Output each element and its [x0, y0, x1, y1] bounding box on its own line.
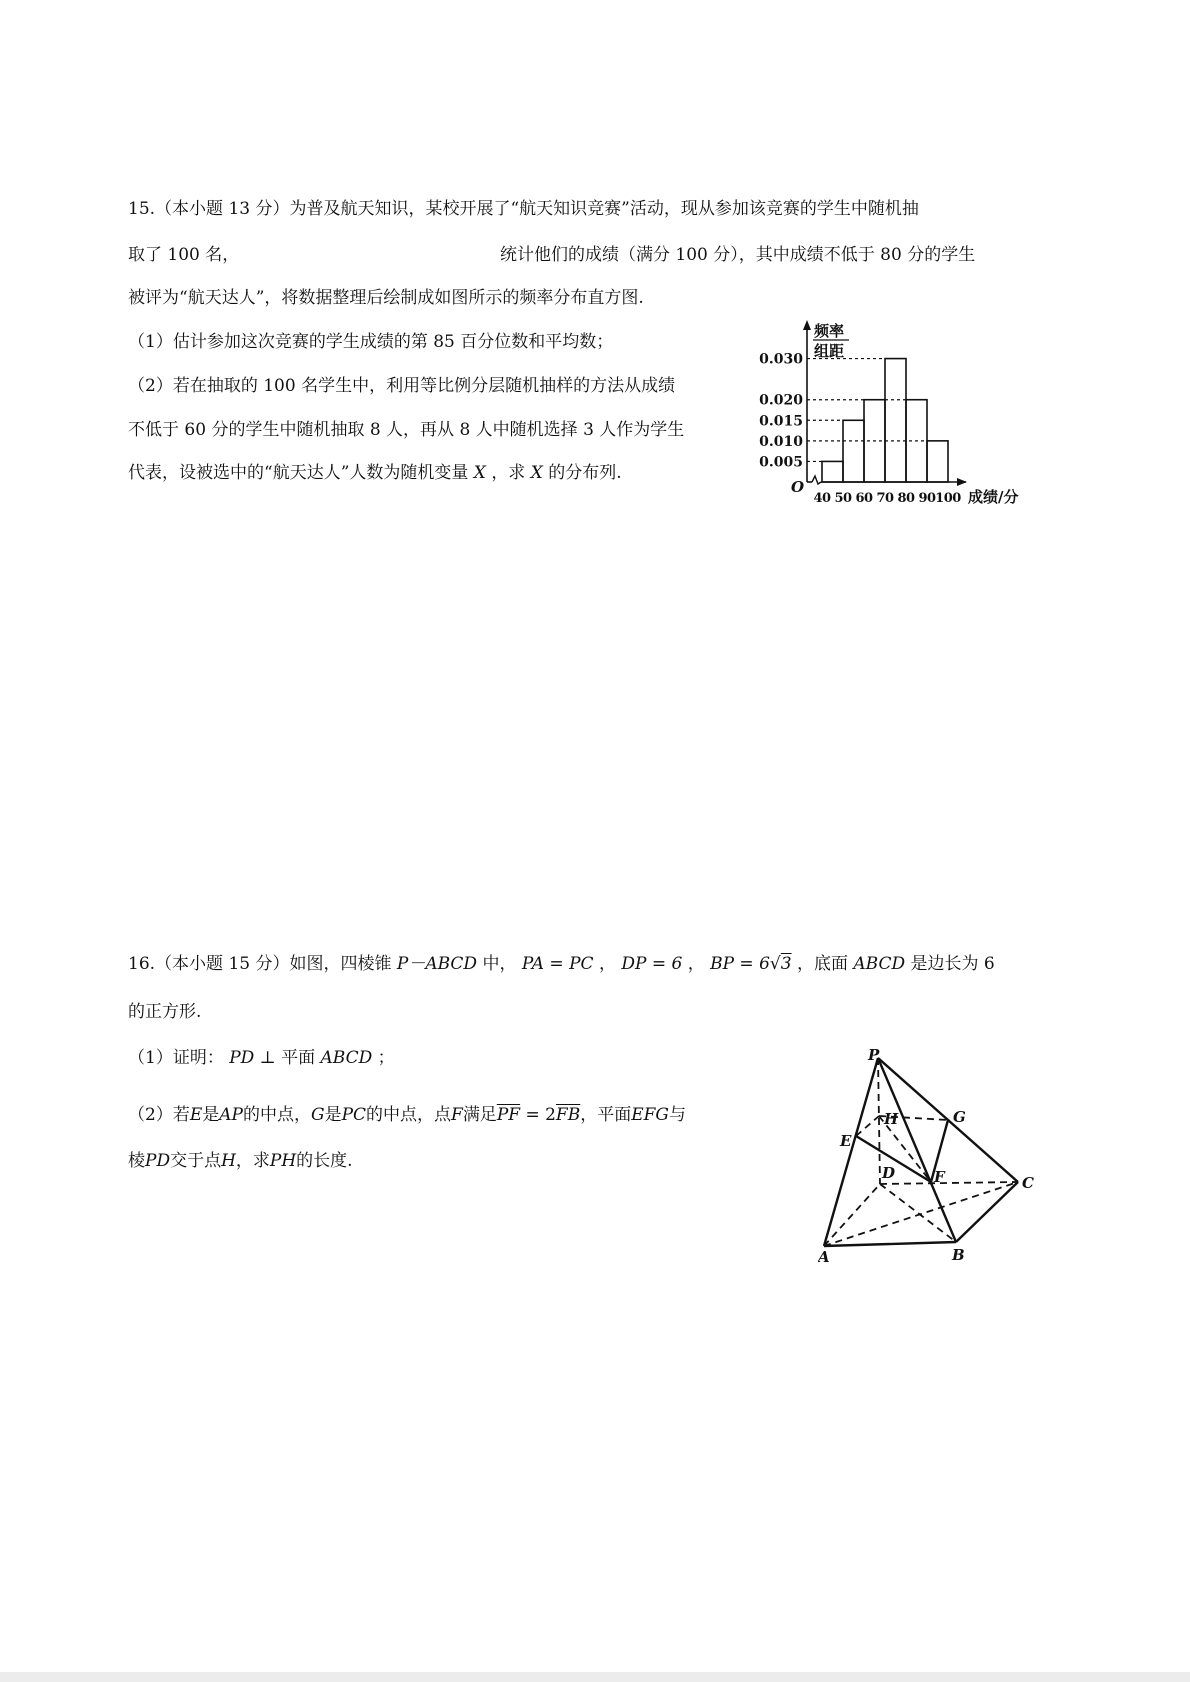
histogram-bar: [885, 359, 906, 482]
text: 是: [324, 1105, 342, 1125]
text: 交于点: [170, 1151, 222, 1171]
text: ，底面: [796, 954, 848, 974]
variable-x: X: [530, 463, 543, 483]
text: （1）证明：: [128, 1048, 224, 1068]
label-d: D: [882, 1164, 896, 1182]
x-tick-label: 70: [876, 491, 894, 506]
edge-ab: [824, 1242, 956, 1246]
text: 是边长为 6: [910, 954, 995, 974]
text: 平面: [281, 1048, 316, 1068]
segment-ph: PH: [269, 1151, 297, 1171]
math-eq-bp: BP = 6√3: [710, 954, 792, 974]
point-g: G: [310, 1105, 325, 1125]
text: 中，: [482, 954, 517, 974]
q15-line1: 15.（本小题 13 分）为普及航天知识，某校开展了“航天知识竞赛”活动，现从参加该竞赛的学生中随机抽: [128, 199, 919, 219]
text: BP = 6: [710, 954, 770, 974]
page-bottom-edge: [0, 1672, 1190, 1682]
label-e: E: [840, 1132, 852, 1150]
x-tick-label: 50: [834, 491, 852, 506]
text: 的中点，: [242, 1105, 311, 1125]
chart-labels: [759, 322, 1018, 506]
edge-bc: [956, 1182, 1018, 1242]
math-plane: ABCD: [320, 1048, 373, 1068]
text: 16.（本小题 15 分）如图，四棱锥: [128, 954, 392, 974]
math-base: ABCD: [853, 954, 906, 974]
text: 是: [202, 1105, 220, 1125]
frequency-histogram: [752, 318, 1052, 518]
edge-pa: [824, 1058, 878, 1246]
x-tick-label: 60: [855, 491, 873, 506]
y-axis-arrow: [803, 320, 811, 330]
y-axis-label-bottom: 组距: [814, 342, 845, 360]
x-tick-label: 40: [813, 491, 831, 506]
q15-line3: 被评为“航天达人”，将数据整理后绘制成如图所示的频率分布直方图.: [128, 288, 644, 308]
text: 棱: [128, 1151, 145, 1171]
histogram-bar: [843, 420, 864, 482]
y-tick-label: 0.005: [759, 454, 803, 471]
math-pyramid: P－ABCD: [396, 954, 478, 974]
y-tick-label: 0.010: [759, 433, 803, 450]
hidden-edges: [824, 1058, 1018, 1246]
label-f: F: [934, 1168, 945, 1186]
text: 的中点，点: [366, 1105, 452, 1125]
text: ，: [598, 954, 616, 974]
pyramid-diagram: [818, 1048, 1048, 1268]
text: ，求: [235, 1151, 270, 1171]
q15-line2a: 取了 100 名，: [128, 245, 240, 265]
math-eq-pa-pc: PA = PC: [521, 954, 594, 974]
edge-pd: [878, 1058, 880, 1184]
label-a: A: [818, 1248, 830, 1266]
edge-pd: PD: [145, 1151, 171, 1171]
text: = 2: [520, 1105, 556, 1125]
x-axis-break: [812, 476, 821, 484]
label-c: C: [1022, 1174, 1034, 1192]
q15-part2-line3: [128, 462, 622, 484]
x-tick-label: 100: [935, 491, 961, 506]
diagonal-ac: [824, 1182, 1018, 1246]
point-f: F: [451, 1105, 463, 1125]
label-b: B: [952, 1246, 965, 1264]
q16-line1: [128, 953, 995, 975]
segment-ap: AP: [219, 1105, 243, 1125]
q16-part2-line2: [128, 1150, 353, 1172]
plane-efg: EFG: [631, 1105, 670, 1125]
text: ，: [687, 954, 705, 974]
math-perp: PD ⊥: [229, 1048, 276, 1068]
label-h: H: [884, 1110, 899, 1128]
edge-dc: [880, 1182, 1018, 1184]
q15-line2b: 统计他们的成绩（满分 100 分），其中成绩不低于 80 分的学生: [500, 245, 976, 265]
y-tick-label: 0.030: [759, 351, 803, 368]
q16-part2-line1: [128, 1104, 686, 1126]
q16-line2: 的正方形.: [128, 1002, 202, 1022]
label-p: P: [868, 1048, 880, 1064]
q15-part2-line1: （2）若在抽取的 100 名学生中，利用等比例分层随机抽样的方法从成绩: [128, 376, 676, 396]
origin-label: O: [791, 478, 805, 496]
chart-bars: [807, 359, 948, 482]
variable-x: X: [473, 463, 486, 483]
text: 满足: [462, 1105, 497, 1125]
text: 的长度.: [296, 1151, 353, 1171]
text: 的分布列.: [548, 463, 622, 483]
segment-pc: PC: [341, 1105, 367, 1125]
vector-fb: $\overline{FB}$: [555, 1105, 581, 1125]
histogram-bar: [822, 461, 843, 482]
histogram-bar: [927, 441, 948, 482]
solid-edges: [824, 1058, 1018, 1246]
math-eq-dp: DP = 6: [621, 954, 683, 974]
text: （2）若: [128, 1105, 190, 1125]
y-tick-label: 0.015: [759, 413, 803, 430]
point-h: H: [221, 1151, 236, 1171]
q15-part1: （1）估计参加这次竞赛的学生成绩的第 85 百分位数和平均数；: [128, 332, 614, 352]
text: ；: [377, 1048, 395, 1068]
text: ，平面: [580, 1105, 632, 1125]
text: ，求: [491, 463, 526, 483]
x-tick-label: 80: [897, 491, 915, 506]
x-axis-arrow: [957, 478, 967, 486]
q15-part2-line2: 不低于 60 分的学生中随机抽取 8 人，再从 8 人中随机选择 3 人作为学生: [128, 420, 685, 440]
y-axis-label-top: 频率: [814, 322, 845, 340]
x-axis-label: 成绩/分: [968, 488, 1019, 506]
q16-part1: [128, 1047, 395, 1069]
y-tick-label: 0.020: [759, 392, 803, 409]
x-tick-label: 90: [918, 491, 936, 506]
radicand: 3: [780, 954, 792, 974]
text: 代表，设被选中的“航天达人”人数为随机变量: [128, 463, 469, 483]
label-g: G: [953, 1108, 966, 1126]
vector-pf: $\overline{PF}$: [496, 1105, 521, 1125]
text: 与: [669, 1105, 687, 1125]
point-e: E: [189, 1105, 203, 1125]
